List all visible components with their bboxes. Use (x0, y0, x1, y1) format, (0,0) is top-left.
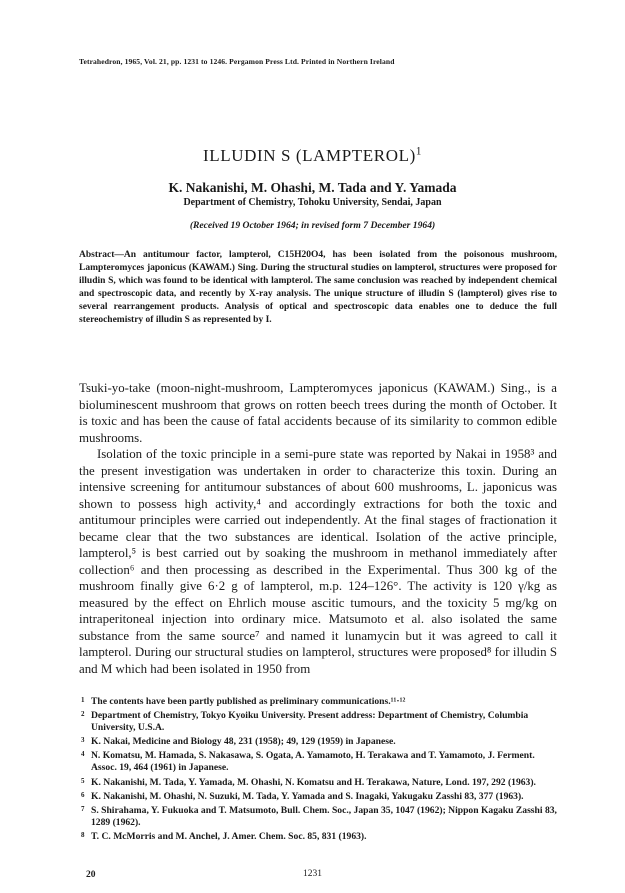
footnote (79, 694, 557, 708)
footnote-text: T. C. McMorris and M. Anchel, J. Amer. Chem. Soc. 85, 831 (1963). (91, 830, 367, 842)
footnote (79, 803, 557, 829)
authors-text: K. Nakanishi, M. Ohashi, M. Tada and Y. Yamada (168, 180, 457, 195)
footnote (79, 748, 557, 774)
paragraph: Isolation of the toxic principle in a semi-pure state was reported by Nakai in 1958³ and the present investigation was undertaken in order to characterize this toxin. During an intensive screening for antitumour substances of about 600 mushrooms, L. japonicus was shown to possess high activity,⁴ and accordingly extractions for both the toxic and antitumour principles were carried out independently. At the final stages of fractionation it became clear that the two substances are identical. Isolation of the active principle, lampterol,⁵ is best carried out by soaking the mushroom in methanol immediately after collection⁶ and then processing as described in the Experimental. Thus 300 kg of the mushroom finally give 6·2 g of lampterol, m.p. 124–126°. The activity is 120 γ/kg as measured by the effect on Ehrlich mouse ascitic tumours, and the toxicity 5 mg/kg on intraperitoneal injection into ordinary mice. Matsumoto et al. also isolated the same substance from the same source⁷ and named it lunamycin but it was agreed to call it lampterol. During our structural studies on lampterol, structures were proposed⁸ for illudin S and M which had been isolated in 1950 from (79, 447, 557, 676)
abstract (79, 249, 557, 328)
affiliation: Department of Chemistry, Tohoku University, Sendai, Japan (183, 197, 442, 208)
footnote-text: Department of Chemistry, Tokyo Kyoiku University. Present address: Department of Chemistry, Columbia University, U.S.A. (91, 710, 529, 734)
footnote-text: K. Nakai, Medicine and Biology 48, 231 (1958); 49, 129 (1959) in Japanese. (91, 736, 396, 748)
footnote-mark: 4 (81, 750, 85, 759)
received-dates: (Received 19 October 1964; in revised form 7 December 1964) (189, 220, 436, 231)
footnote-text: K. Nakanishi, M. Tada, Y. Yamada, M. Ohashi, N. Komatsu and H. Terakawa, Nature, Lond. 197, 292 (1963). (91, 776, 536, 788)
page-number: 1231 (303, 869, 322, 879)
footnote-mark: 1 (81, 696, 85, 704)
abstract-text: —An antitumour factor, lampterol, C15H20O4, has been isolated from the poisonous mushroom, Lampteromyces japonicus (KAWAM.) Sing. During the structural studies on lampterol, structures were proposed for illudin S, which was found to be identical with lampterol. The same conclusion was reached by independent chemical and spectroscopic data, and recently by X-ray analysis. The unique structure of illudin S (lampterol) gives rise to several rearrangement products. Analysis of optical and spectroscopic data enables one to deduce the full stereochemistry of illudin S as represented by I. (79, 250, 557, 326)
footnote (79, 829, 557, 843)
footnote (79, 734, 557, 748)
signature-mark: 20 (86, 870, 96, 880)
footnotes (79, 694, 557, 843)
author-line (0, 180, 625, 196)
title-text: ILLUDIN S (LAMPTEROL) (203, 146, 416, 165)
footnote (79, 708, 557, 734)
footnote-mark: 5 (81, 776, 85, 785)
footnote-mark: 2 (81, 710, 85, 719)
footnote-text: The contents have been partly published as preliminary communications.¹¹·¹² (91, 696, 406, 707)
running-head: Tetrahedron, 1965, Vol. 21, pp. 1231 to 1246. Pergamon Press Ltd. Printed in Northern Ireland (79, 57, 395, 66)
footnote-mark: 3 (81, 736, 85, 745)
footnote-mark: 7 (81, 804, 85, 813)
paragraph: Tsuki-yo-take (moon-night-mushroom, Lampteromyces japonicus (KAWAM.) Sing., is a bioluminescent mushroom that grows on rotten beech trees during the month of October. It is toxic and has been the cause of fatal accidents because of its similarity to common edible mushrooms. (79, 381, 557, 445)
footnote-text: K. Nakanishi, M. Ohashi, N. Suzuki, M. Tada, Y. Yamada and S. Inagaki, Yakugaku Zasshi 83, 377 (1963). (91, 790, 524, 802)
footnote-mark: 8 (81, 830, 85, 839)
footnote (79, 775, 557, 789)
title-footnote-mark: 1 (415, 145, 422, 158)
footnote-text: S. Shirahama, Y. Fukuoka and T. Matsumoto, Bull. Chem. Soc., Japan 35, 1047 (1962); Nippon Kagaku Zasshi 83, 1289 (1962). (91, 804, 557, 828)
footnote-mark: 6 (81, 790, 85, 799)
body-text (79, 380, 557, 677)
footnote (79, 789, 557, 803)
article-title (0, 146, 625, 166)
abstract-label: Abstract (79, 250, 115, 260)
footnote-text: N. Komatsu, M. Hamada, S. Nakasawa, S. Ogata, A. Yamamoto, H. Terakawa and T. Yamamoto, J. Ferment. Assoc. 19, 464 (1961) in Japanese. (91, 750, 535, 774)
